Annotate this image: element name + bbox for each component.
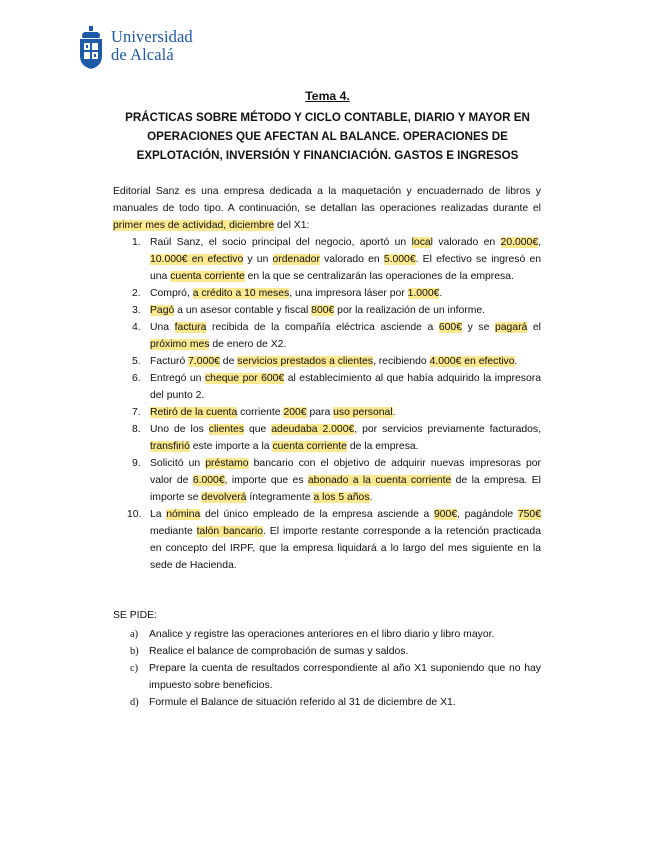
task-item: [113, 643, 541, 660]
highlight: devolverá: [201, 492, 247, 503]
document-title: [100, 108, 555, 165]
operation-item: [113, 455, 541, 506]
operation-text: para: [306, 407, 334, 418]
highlight: uso personal: [333, 407, 393, 418]
highlight: 1.000€: [407, 288, 440, 299]
task-letter: a): [130, 629, 139, 640]
operation-item: [113, 319, 541, 353]
operation-text: que: [244, 424, 272, 435]
operation-item: [113, 353, 541, 370]
operation-text: .: [439, 288, 443, 299]
operation-text: en la que se centralizarán las operaciones de la empresa.: [244, 271, 514, 282]
task-text: Prepare la cuenta de resultados correspondiente al año X1 suponiendo que no hay impuesto sobre beneficios.: [149, 663, 541, 691]
task-letter: b): [130, 646, 139, 657]
se-pide-heading: SE PIDE:: [113, 610, 157, 621]
operation-text: .: [514, 356, 518, 367]
operation-number: 10.: [127, 509, 142, 520]
highlight: 4.000€ en efectivo: [429, 356, 515, 367]
operation-number: 1.: [132, 237, 141, 248]
title-line: PRÁCTICAS SOBRE MÉTODO Y CICLO CONTABLE, DIARIO Y MAYOR EN: [125, 111, 530, 124]
operation-text: Uno de los: [150, 424, 209, 435]
university-logo: [76, 26, 193, 70]
operation-number: 3.: [132, 305, 141, 316]
operation-item: [113, 302, 541, 319]
task-letter: c): [130, 663, 139, 674]
highlight: 200€: [283, 407, 307, 418]
operation-text: Raúl Sanz, el socio principal del negocio, aportó un: [150, 237, 412, 248]
operation-item: [113, 370, 541, 404]
highlight: préstamo: [205, 458, 249, 469]
operation-text: bancario con el objetivo de adquirir nuevas impresoras por valor de: [150, 458, 541, 486]
operation-text: valorado en: [319, 254, 384, 265]
highlight: ordenador: [272, 254, 320, 265]
operation-text: , una impresora láser por: [289, 288, 408, 299]
highlight: 600€: [438, 322, 462, 333]
highlight: 900€: [434, 509, 458, 520]
highlight: servicios prestados a clientes: [237, 356, 373, 367]
highlight: 5.000€: [383, 254, 416, 265]
highlight: loca: [411, 237, 431, 248]
highlight: 20.000€: [500, 237, 539, 248]
operation-number: 8.: [132, 424, 141, 435]
operation-text: del único empleado de la empresa asciende a: [200, 509, 434, 520]
operations-list: [113, 234, 541, 574]
highlight: cuenta corriente: [170, 271, 245, 282]
highlight: 10.000€ en efectivo: [150, 254, 244, 265]
highlight: pagará: [494, 322, 528, 333]
operation-text: y un: [243, 254, 273, 265]
highlight: 6.000€: [192, 475, 225, 486]
title-line: OPERACIONES QUE AFECTAN AL BALANCE. OPERACIONES DE: [147, 130, 508, 143]
operation-item: [113, 404, 541, 421]
operation-text: . El efectivo se ingresó en una: [150, 254, 541, 282]
operation-text: l valorado en: [430, 237, 501, 248]
operation-item: [113, 234, 541, 285]
intro-paragraph: Editorial Sanz es una empresa dedicada a la maquetación y encuadernado de libros y manuales de todo tipo. A continuación, se detallan las operaciones realizadas durante el primer mes de actividad, diciembre del X1:: [113, 186, 541, 231]
operation-number: 7.: [132, 407, 141, 418]
operation-text: este importe a la: [189, 441, 273, 452]
operation-text: corriente: [237, 407, 284, 418]
operation-text: , recibiendo: [372, 356, 430, 367]
highlight: cuenta corriente: [272, 441, 347, 452]
task-text: Formule el Balance de situación referido al 31 de diciembre de X1.: [149, 697, 456, 708]
operation-text: Una: [150, 322, 175, 333]
operation-text: , importe que es: [224, 475, 308, 486]
operation-text: La: [150, 509, 167, 520]
operation-text: de la empresa. El importe se: [150, 475, 541, 503]
highlight: primer mes de actividad, diciembre: [113, 220, 275, 231]
tasks-list: [113, 626, 541, 711]
operation-text: Solicitó un: [150, 458, 206, 469]
operation-text: , pagándole: [457, 509, 518, 520]
highlight: cheque por 600€: [204, 373, 285, 384]
highlight: 800€: [311, 305, 335, 316]
highlight: 7.000€: [188, 356, 220, 367]
operation-text: al establecimiento al que había adquirido la impresora del punto 2.: [150, 373, 541, 401]
operation-item: [113, 285, 541, 302]
task-item: [113, 694, 541, 711]
highlight: factura: [174, 322, 207, 333]
operation-text: Facturó: [150, 356, 189, 367]
highlight: clientes: [208, 424, 245, 435]
highlight: a crédito a 10 meses: [192, 288, 290, 299]
highlight: a los 5 años: [313, 492, 370, 503]
task-text: Analice y registre las operaciones anteriores en el libro diario y libro mayor.: [149, 629, 495, 640]
highlight: transfirió: [150, 441, 190, 452]
operation-text: .: [392, 407, 396, 418]
operation-number: 5.: [132, 356, 141, 367]
operation-text: Compró,: [150, 288, 193, 299]
operation-item: [113, 506, 541, 574]
operation-text: , por servicios previamente facturados,: [354, 424, 542, 435]
task-letter: d): [130, 697, 139, 708]
operation-text: el: [527, 322, 541, 333]
highlight: adeudaba 2.000€: [271, 424, 355, 435]
operation-text: .: [369, 492, 373, 503]
operation-text: por la realización de un informe.: [334, 305, 486, 316]
operation-text: de: [219, 356, 238, 367]
operation-text: mediante: [150, 526, 197, 537]
highlight: Pagó: [150, 305, 175, 316]
operation-text: a un asesor contable y fiscal: [174, 305, 312, 316]
operation-text: . El importe restante corresponde a la retención practicada en concepto del IRPF, que la empresa liquidará a lo largo del mes siguiente en la sede de Hacienda.: [150, 526, 541, 571]
tema-heading: Tema 4.: [305, 89, 350, 103]
operation-text: de la empresa.: [346, 441, 419, 452]
title-line: EXPLOTACIÓN, INVERSIÓN Y FINANCIACIÓN. GASTOS E INGRESOS: [136, 149, 519, 162]
task-item: [113, 626, 541, 643]
highlight: 750€: [517, 509, 541, 520]
operation-text: y se: [462, 322, 495, 333]
operation-text: recibida de la compañía eléctrica asciende a: [206, 322, 439, 333]
operation-text: Entregó un: [150, 373, 205, 384]
university-crest-icon: [76, 26, 106, 70]
highlight: Retiró de la cuenta: [150, 407, 238, 418]
operation-number: 6.: [132, 373, 141, 384]
logo-line-1: Universidad: [111, 27, 193, 46]
operation-number: 2.: [132, 288, 141, 299]
operation-number: 4.: [132, 322, 141, 333]
task-text: Realice el balance de comprobación de sumas y saldos.: [149, 646, 409, 657]
operation-text: íntegramente: [246, 492, 314, 503]
operation-number: 9.: [132, 458, 141, 469]
operation-text: de enero de X2.: [209, 339, 287, 350]
operation-item: [113, 421, 541, 455]
highlight: próximo mes: [150, 339, 210, 350]
logo-line-2: de Alcalá: [111, 45, 174, 64]
highlight: abonado a la cuenta corriente: [307, 475, 452, 486]
operation-text: ,: [538, 237, 541, 248]
highlight: talón bancario: [196, 526, 263, 537]
highlight: nómina: [166, 509, 201, 520]
task-item: [113, 660, 541, 694]
